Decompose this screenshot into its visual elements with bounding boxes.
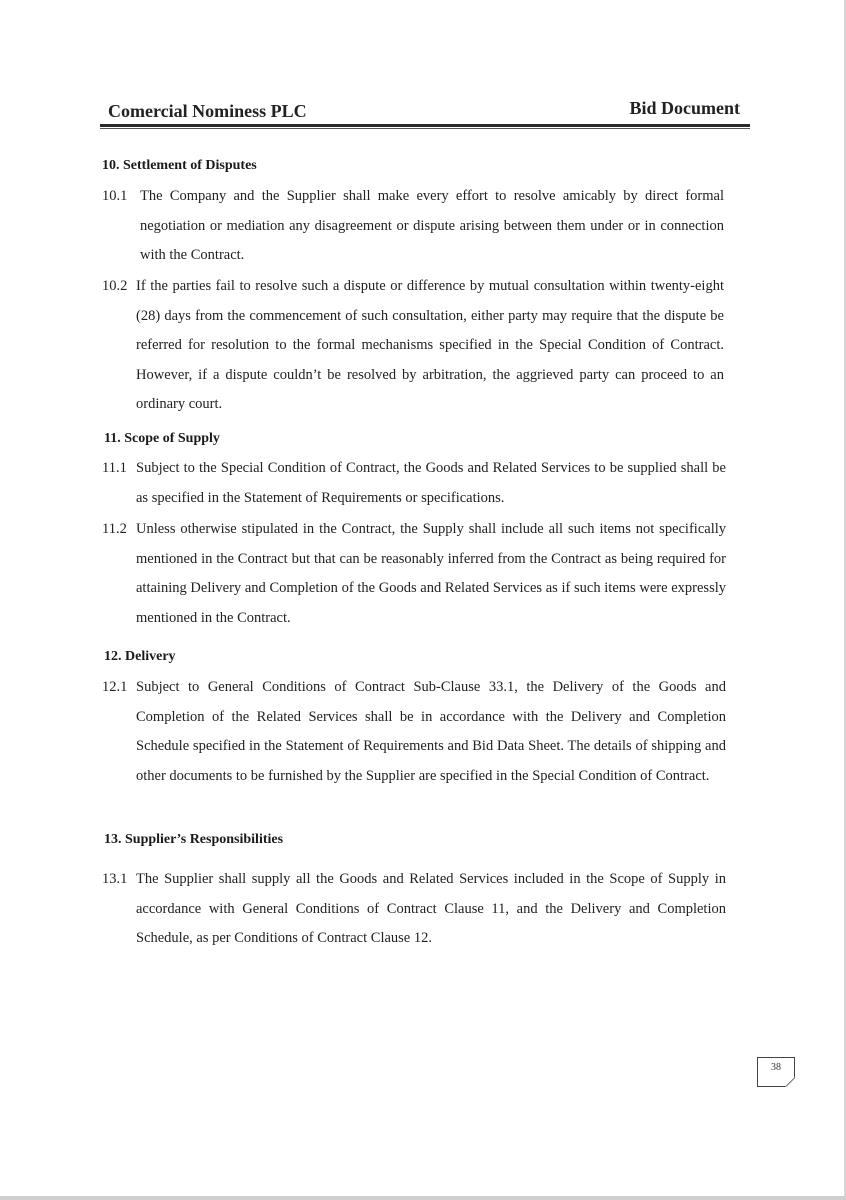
clause-number: 11.2 xyxy=(102,521,127,537)
clause-text xyxy=(102,673,726,791)
clause xyxy=(102,454,726,513)
scan-edge xyxy=(0,1196,846,1200)
section-heading: 13. Supplier’s Responsibilities xyxy=(104,832,284,847)
clause xyxy=(102,182,724,271)
clause-text xyxy=(102,272,724,420)
header-document-title: Bid Document xyxy=(629,98,740,118)
header-rule-thin xyxy=(100,128,750,129)
clause-number: 13.1 xyxy=(102,871,128,887)
clause-number: 12.1 xyxy=(102,679,128,695)
clause-text-content: Subject to General Conditions of Contract Sub-Clause 33.1, the Delivery of the Goods and Completion of the Related Services shall be in accordance with the Delivery and Completion Schedule specified in the Statement of Requirements and Bid Data Sheet. The details of shipping and other documents to be furnished by the Supplier are specified in the Special Condition of Contract. xyxy=(136,679,726,784)
clause xyxy=(102,673,726,791)
clause-text xyxy=(102,454,726,513)
clause xyxy=(102,515,726,633)
clause-text-content: Unless otherwise stipulated in the Contract, the Supply shall include all such items not specifically mentioned in the Contract but that can be reasonably inferred from the Contract as being required for attaining Delivery and Completion of the Goods and Related Services as if such items were expressly mentioned in the Contract. xyxy=(136,521,726,626)
clause-text-content: The Company and the Supplier shall make every effort to resolve amicably by direct formal negotiation or mediation any disagreement or dispute arising between them under or in connection with the Contract. xyxy=(140,188,724,263)
clause-text-content: If the parties fail to resolve such a dispute or difference by mutual consultation within twenty-eight (28) days from the commencement of such consultation, either party may require that the dispute be referred for resolution to the formal mechanisms specified in the Special Condition of Contract. However, if a dispute couldn’t be resolved by arbitration, the aggrieved party can proceed to an ordinary court. xyxy=(136,278,724,412)
section-heading: 10. Settlement of Disputes xyxy=(102,158,257,173)
clause xyxy=(102,865,726,954)
page-number: 38 xyxy=(757,1057,795,1087)
clause-text xyxy=(102,865,726,954)
clause-number: 10.1 xyxy=(102,188,128,204)
clause-number: 11.1 xyxy=(102,460,127,476)
section-heading: 11. Scope of Supply xyxy=(104,431,220,446)
clause xyxy=(102,272,724,420)
clause-text-content: The Supplier shall supply all the Goods and Related Services included in the Scope of Supply in accordance with General Conditions of Contract Clause 11, and the Delivery and Completion Schedule, as per Conditions of Contract Clause 12. xyxy=(136,871,726,946)
header-company-name: Comercial Nominess PLC xyxy=(108,101,307,121)
clause-text-content: Subject to the Special Condition of Contract, the Goods and Related Services to be supplied shall be as specified in the Statement of Requirements or specifications. xyxy=(136,460,726,506)
section-heading: 12. Delivery xyxy=(104,649,176,664)
clause-text xyxy=(102,515,726,633)
header-rule xyxy=(100,124,750,127)
clause-number: 10.2 xyxy=(102,278,128,294)
clause-text xyxy=(102,182,724,271)
